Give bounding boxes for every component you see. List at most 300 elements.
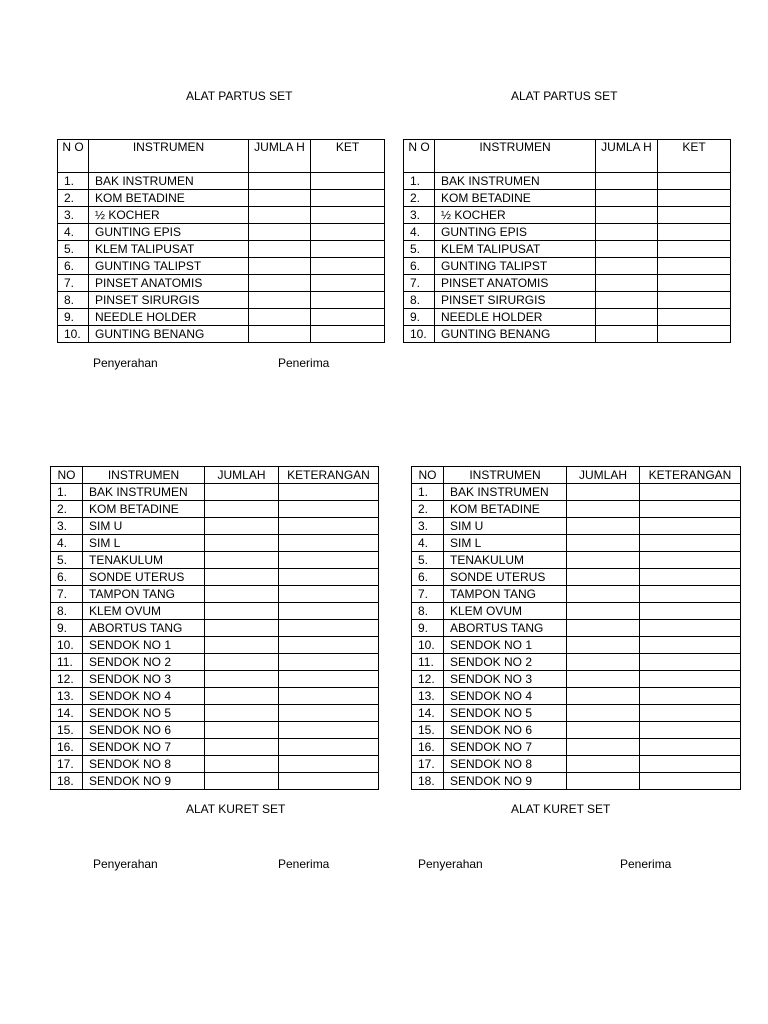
row-instrument: PINSET ANATOMIS	[89, 275, 249, 292]
table-row	[51, 620, 379, 637]
row-keterangan	[311, 309, 385, 326]
table-row	[58, 292, 385, 309]
row-jumlah	[249, 173, 311, 190]
partus-table-left	[57, 139, 385, 343]
row-keterangan	[279, 637, 379, 654]
table-row	[412, 688, 741, 705]
table-row	[404, 326, 731, 343]
row-instrument: SIM U	[83, 518, 205, 535]
row-jumlah	[567, 773, 640, 790]
row-keterangan	[658, 292, 731, 309]
table-row	[412, 671, 741, 688]
table-row	[51, 739, 379, 756]
row-jumlah	[567, 688, 640, 705]
row-jumlah	[567, 620, 640, 637]
row-keterangan	[658, 275, 731, 292]
header-instrumen: INSTRUMEN	[83, 467, 205, 484]
row-instrument: SENDOK NO 1	[444, 637, 567, 654]
table-row	[51, 552, 379, 569]
row-number: 10.	[51, 637, 83, 654]
table-row	[412, 773, 741, 790]
table-row	[412, 518, 741, 535]
row-jumlah	[205, 518, 279, 535]
row-instrument: SENDOK NO 7	[83, 739, 205, 756]
row-number: 1.	[58, 173, 89, 190]
table-row	[51, 501, 379, 518]
table-row	[412, 535, 741, 552]
row-number: 2.	[58, 190, 89, 207]
row-keterangan	[640, 603, 741, 620]
row-jumlah	[596, 309, 658, 326]
row-instrument: KOM BETADINE	[83, 501, 205, 518]
table-row	[51, 586, 379, 603]
row-keterangan	[279, 518, 379, 535]
row-keterangan	[311, 292, 385, 309]
row-jumlah	[205, 705, 279, 722]
row-jumlah	[596, 173, 658, 190]
row-keterangan	[279, 671, 379, 688]
row-jumlah	[596, 224, 658, 241]
row-keterangan	[311, 258, 385, 275]
table-row	[412, 637, 741, 654]
row-number: 7.	[58, 275, 89, 292]
row-jumlah	[205, 688, 279, 705]
row-number: 1.	[51, 484, 83, 501]
row-instrument: SENDOK NO 1	[83, 637, 205, 654]
row-keterangan	[311, 275, 385, 292]
signature-giver-kuret-right: Penyerahan	[418, 857, 483, 871]
row-keterangan	[658, 173, 731, 190]
row-keterangan	[640, 552, 741, 569]
row-keterangan	[279, 739, 379, 756]
header-instrumen: INSTRUMEN	[435, 140, 596, 173]
row-instrument: PINSET SIRURGIS	[89, 292, 249, 309]
row-jumlah	[567, 552, 640, 569]
row-jumlah	[567, 722, 640, 739]
row-instrument: SENDOK NO 9	[444, 773, 567, 790]
row-number: 4.	[412, 535, 444, 552]
row-number: 9.	[404, 309, 435, 326]
table-row	[412, 756, 741, 773]
row-number: 7.	[412, 586, 444, 603]
row-number: 9.	[51, 620, 83, 637]
table-row	[404, 309, 731, 326]
row-keterangan	[311, 326, 385, 343]
row-instrument: SENDOK NO 5	[83, 705, 205, 722]
row-instrument: ½ KOCHER	[89, 207, 249, 224]
row-instrument: SENDOK NO 2	[444, 654, 567, 671]
row-keterangan	[640, 501, 741, 518]
table-row	[58, 241, 385, 258]
row-number: 15.	[412, 722, 444, 739]
row-number: 8.	[58, 292, 89, 309]
partus-table-right	[403, 139, 731, 343]
row-keterangan	[640, 688, 741, 705]
header-instrumen: INSTRUMEN	[444, 467, 567, 484]
row-jumlah	[567, 603, 640, 620]
row-keterangan	[279, 586, 379, 603]
row-keterangan	[279, 501, 379, 518]
row-jumlah	[596, 190, 658, 207]
row-instrument: BAK INSTRUMEN	[83, 484, 205, 501]
row-keterangan	[640, 773, 741, 790]
row-number: 5.	[58, 241, 89, 258]
row-number: 1.	[412, 484, 444, 501]
table-row	[58, 275, 385, 292]
row-keterangan	[640, 484, 741, 501]
row-jumlah	[205, 739, 279, 756]
row-keterangan	[279, 569, 379, 586]
kuret-table-left	[50, 466, 379, 790]
row-instrument: BAK INSTRUMEN	[435, 173, 596, 190]
row-instrument: SENDOK NO 4	[444, 688, 567, 705]
row-number: 17.	[412, 756, 444, 773]
row-jumlah	[205, 773, 279, 790]
row-keterangan	[279, 654, 379, 671]
row-number: 8.	[51, 603, 83, 620]
table-row	[412, 484, 741, 501]
row-keterangan	[640, 654, 741, 671]
row-number: 6.	[58, 258, 89, 275]
row-instrument: NEEDLE HOLDER	[89, 309, 249, 326]
row-number: 10.	[58, 326, 89, 343]
row-keterangan	[658, 309, 731, 326]
table-row	[404, 241, 731, 258]
row-number: 8.	[404, 292, 435, 309]
table-row	[51, 535, 379, 552]
table-row	[58, 258, 385, 275]
table-row	[412, 654, 741, 671]
row-number: 18.	[51, 773, 83, 790]
row-instrument: KOM BETADINE	[89, 190, 249, 207]
row-instrument: GUNTING EPIS	[89, 224, 249, 241]
row-keterangan	[640, 620, 741, 637]
row-keterangan	[658, 190, 731, 207]
table-row	[51, 756, 379, 773]
header-ket: KETERANGAN	[279, 467, 379, 484]
row-jumlah	[596, 241, 658, 258]
table-row	[51, 569, 379, 586]
row-number: 4.	[58, 224, 89, 241]
header-no: NO	[412, 467, 444, 484]
row-number: 5.	[412, 552, 444, 569]
table-row	[404, 258, 731, 275]
kuret-table-right	[411, 466, 741, 790]
row-jumlah	[567, 518, 640, 535]
row-jumlah	[596, 207, 658, 224]
table-row	[412, 620, 741, 637]
row-jumlah	[249, 258, 311, 275]
row-jumlah	[249, 292, 311, 309]
signature-giver-kuret-left: Penyerahan	[93, 857, 158, 871]
row-instrument: NEEDLE HOLDER	[435, 309, 596, 326]
row-instrument: KLEM TALIPUSAT	[435, 241, 596, 258]
row-number: 14.	[412, 705, 444, 722]
row-keterangan	[658, 258, 731, 275]
header-ket: KET	[658, 140, 731, 173]
row-number: 16.	[412, 739, 444, 756]
row-instrument: SENDOK NO 7	[444, 739, 567, 756]
row-jumlah	[205, 637, 279, 654]
row-number: 17.	[51, 756, 83, 773]
row-jumlah	[205, 620, 279, 637]
row-number: 11.	[51, 654, 83, 671]
row-number: 14.	[51, 705, 83, 722]
signature-receiver-kuret-right: Penerima	[620, 857, 672, 871]
signature-receiver-kuret-left: Penerima	[278, 857, 330, 871]
row-keterangan	[279, 705, 379, 722]
row-jumlah	[596, 326, 658, 343]
table-row	[412, 586, 741, 603]
row-jumlah	[567, 654, 640, 671]
row-jumlah	[567, 756, 640, 773]
row-keterangan	[640, 535, 741, 552]
header-ket: KETERANGAN	[640, 467, 741, 484]
row-jumlah	[567, 501, 640, 518]
row-jumlah	[596, 258, 658, 275]
table-row	[51, 518, 379, 535]
row-jumlah	[249, 224, 311, 241]
row-keterangan	[658, 241, 731, 258]
row-jumlah	[249, 241, 311, 258]
header-jumlah: JUMLA H	[249, 140, 311, 173]
table-row	[412, 569, 741, 586]
row-jumlah	[205, 654, 279, 671]
row-instrument: SIM L	[444, 535, 567, 552]
row-instrument: TAMPON TANG	[444, 586, 567, 603]
row-instrument: KLEM OVUM	[444, 603, 567, 620]
row-keterangan	[279, 552, 379, 569]
table-row	[412, 722, 741, 739]
row-instrument: KOM BETADINE	[435, 190, 596, 207]
table-row	[58, 190, 385, 207]
row-instrument: ABORTUS TANG	[83, 620, 205, 637]
row-number: 7.	[404, 275, 435, 292]
row-instrument: TENAKULUM	[444, 552, 567, 569]
row-keterangan	[311, 173, 385, 190]
row-number: 16.	[51, 739, 83, 756]
row-keterangan	[279, 535, 379, 552]
row-jumlah	[567, 637, 640, 654]
row-jumlah	[567, 569, 640, 586]
row-number: 11.	[412, 654, 444, 671]
row-instrument: KLEM OVUM	[83, 603, 205, 620]
row-jumlah	[567, 705, 640, 722]
row-jumlah	[249, 309, 311, 326]
table-row	[412, 705, 741, 722]
row-instrument: GUNTING BENANG	[435, 326, 596, 343]
kuret-title-left: ALAT KURET SET	[186, 802, 286, 816]
row-instrument: KLEM TALIPUSAT	[89, 241, 249, 258]
row-number: 2.	[404, 190, 435, 207]
table-row	[58, 207, 385, 224]
header-instrumen: INSTRUMEN	[89, 140, 249, 173]
row-jumlah	[596, 275, 658, 292]
row-instrument: SENDOK NO 9	[83, 773, 205, 790]
table-row	[404, 224, 731, 241]
row-jumlah	[205, 586, 279, 603]
signature-giver-partus: Penyerahan	[93, 356, 158, 370]
row-number: 3.	[412, 518, 444, 535]
row-instrument: PINSET ANATOMIS	[435, 275, 596, 292]
header-jumlah: JUMLAH	[567, 467, 640, 484]
row-instrument: SENDOK NO 2	[83, 654, 205, 671]
row-keterangan	[311, 207, 385, 224]
row-instrument: BAK INSTRUMEN	[89, 173, 249, 190]
table-row	[412, 552, 741, 569]
table-row	[404, 275, 731, 292]
row-number: 3.	[51, 518, 83, 535]
row-instrument: SENDOK NO 4	[83, 688, 205, 705]
row-keterangan	[640, 722, 741, 739]
row-jumlah	[205, 671, 279, 688]
row-number: 15.	[51, 722, 83, 739]
row-jumlah	[567, 535, 640, 552]
row-instrument: BAK INSTRUMEN	[444, 484, 567, 501]
table-row	[51, 603, 379, 620]
table-row	[412, 739, 741, 756]
row-instrument: ½ KOCHER	[435, 207, 596, 224]
table-row	[51, 654, 379, 671]
table-row	[404, 292, 731, 309]
row-number: 13.	[51, 688, 83, 705]
row-number: 5.	[404, 241, 435, 258]
row-keterangan	[311, 190, 385, 207]
row-instrument: SENDOK NO 6	[444, 722, 567, 739]
row-instrument: SENDOK NO 8	[444, 756, 567, 773]
row-jumlah	[567, 671, 640, 688]
row-number: 6.	[412, 569, 444, 586]
row-keterangan	[279, 756, 379, 773]
row-number: 2.	[51, 501, 83, 518]
row-instrument: SENDOK NO 6	[83, 722, 205, 739]
row-number: 12.	[412, 671, 444, 688]
row-jumlah	[249, 207, 311, 224]
row-number: 13.	[412, 688, 444, 705]
row-keterangan	[640, 586, 741, 603]
partus-title-right: ALAT PARTUS SET	[511, 89, 618, 103]
row-keterangan	[279, 773, 379, 790]
row-instrument: SONDE UTERUS	[444, 569, 567, 586]
table-row	[51, 705, 379, 722]
row-instrument: GUNTING BENANG	[89, 326, 249, 343]
header-ket: KET	[311, 140, 385, 173]
row-keterangan	[279, 688, 379, 705]
header-no: NO	[51, 467, 83, 484]
row-number: 4.	[404, 224, 435, 241]
row-number: 5.	[51, 552, 83, 569]
row-number: 18.	[412, 773, 444, 790]
row-keterangan	[279, 484, 379, 501]
row-keterangan	[658, 207, 731, 224]
row-jumlah	[205, 722, 279, 739]
row-number: 3.	[404, 207, 435, 224]
table-row	[58, 309, 385, 326]
header-jumlah: JUMLA H	[596, 140, 658, 173]
table-row	[404, 207, 731, 224]
row-number: 1.	[404, 173, 435, 190]
row-instrument: PINSET SIRURGIS	[435, 292, 596, 309]
row-number: 3.	[58, 207, 89, 224]
row-keterangan	[279, 620, 379, 637]
row-jumlah	[205, 535, 279, 552]
table-row	[404, 190, 731, 207]
row-instrument: GUNTING TALIPST	[89, 258, 249, 275]
row-jumlah	[249, 190, 311, 207]
row-keterangan	[311, 241, 385, 258]
row-jumlah	[567, 586, 640, 603]
row-keterangan	[279, 722, 379, 739]
table-row	[51, 773, 379, 790]
row-jumlah	[205, 501, 279, 518]
row-instrument: GUNTING EPIS	[435, 224, 596, 241]
row-keterangan	[640, 569, 741, 586]
row-keterangan	[640, 739, 741, 756]
kuret-title-right: ALAT KURET SET	[511, 802, 611, 816]
row-instrument: SENDOK NO 3	[83, 671, 205, 688]
row-jumlah	[596, 292, 658, 309]
row-instrument: SIM U	[444, 518, 567, 535]
table-row	[58, 224, 385, 241]
row-keterangan	[658, 224, 731, 241]
table-row	[404, 173, 731, 190]
row-instrument: SONDE UTERUS	[83, 569, 205, 586]
table-row	[412, 603, 741, 620]
row-keterangan	[640, 671, 741, 688]
table-row	[51, 484, 379, 501]
row-number: 6.	[51, 569, 83, 586]
row-keterangan	[640, 705, 741, 722]
table-row	[58, 326, 385, 343]
row-instrument: KOM BETADINE	[444, 501, 567, 518]
row-instrument: SENDOK NO 3	[444, 671, 567, 688]
table-row	[51, 722, 379, 739]
row-number: 12.	[51, 671, 83, 688]
row-number: 7.	[51, 586, 83, 603]
row-keterangan	[640, 518, 741, 535]
row-keterangan	[640, 637, 741, 654]
table-row	[51, 688, 379, 705]
row-jumlah	[567, 739, 640, 756]
row-number: 9.	[412, 620, 444, 637]
row-keterangan	[311, 224, 385, 241]
row-jumlah	[205, 569, 279, 586]
row-instrument: SENDOK NO 5	[444, 705, 567, 722]
row-jumlah	[205, 756, 279, 773]
row-jumlah	[205, 484, 279, 501]
row-number: 8.	[412, 603, 444, 620]
table-row	[412, 501, 741, 518]
row-instrument: SIM L	[83, 535, 205, 552]
row-number: 2.	[412, 501, 444, 518]
signature-receiver-partus: Penerima	[278, 356, 330, 370]
row-number: 6.	[404, 258, 435, 275]
row-instrument: SENDOK NO 8	[83, 756, 205, 773]
row-number: 4.	[51, 535, 83, 552]
row-jumlah	[249, 326, 311, 343]
row-instrument: ABORTUS TANG	[444, 620, 567, 637]
row-instrument: TENAKULUM	[83, 552, 205, 569]
row-instrument: TAMPON TANG	[83, 586, 205, 603]
table-row	[51, 671, 379, 688]
row-instrument: GUNTING TALIPST	[435, 258, 596, 275]
row-keterangan	[658, 326, 731, 343]
header-jumlah: JUMLAH	[205, 467, 279, 484]
row-jumlah	[249, 275, 311, 292]
row-number: 10.	[404, 326, 435, 343]
row-jumlah	[205, 603, 279, 620]
row-number: 9.	[58, 309, 89, 326]
